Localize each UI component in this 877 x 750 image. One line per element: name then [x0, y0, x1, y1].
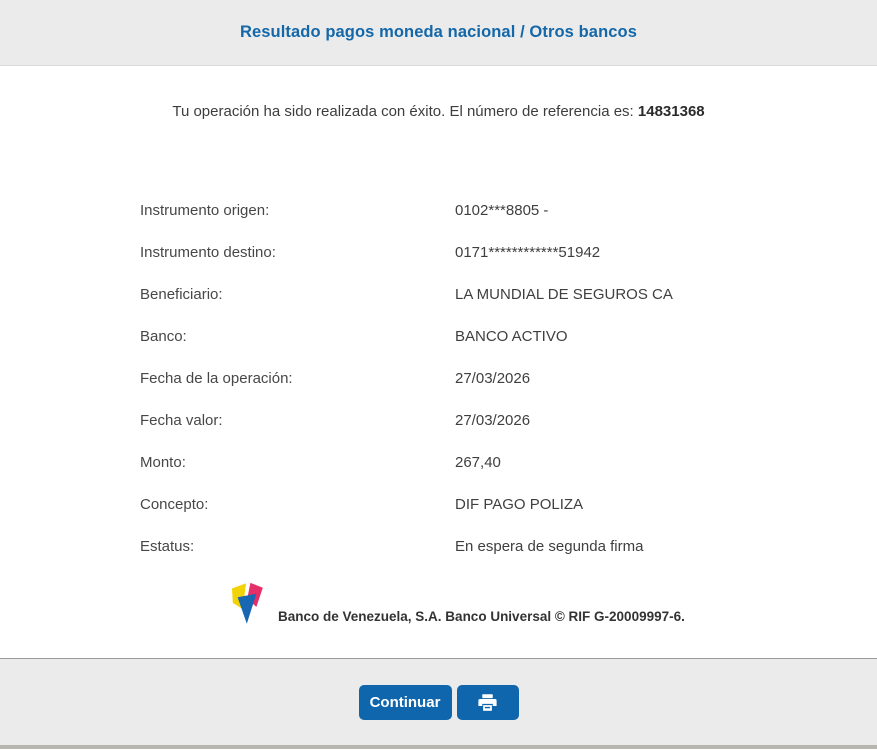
table-row: [140, 273, 740, 315]
table-row: [140, 189, 740, 231]
continue-button[interactable]: Continuar: [359, 685, 452, 720]
details-table: [140, 189, 740, 567]
page-title: Resultado pagos moneda nacional / Otros bancos: [239, 23, 637, 41]
detail-value: LA MUNDIAL DE SEGUROS CA: [455, 285, 673, 303]
detail-value: En espera de segunda firma: [455, 537, 644, 555]
detail-value: 27/03/2026: [455, 369, 531, 387]
detail-value: 27/03/2026: [455, 411, 531, 429]
detail-value: DIF PAGO POLIZA: [455, 495, 584, 513]
brand-footer: [228, 576, 877, 629]
success-message: [0, 66, 877, 120]
detail-label: Monto:: [140, 453, 186, 471]
table-row: [140, 441, 740, 483]
table-row: [140, 357, 740, 399]
bottom-divider: [0, 745, 877, 749]
detail-value: BANCO ACTIVO: [455, 327, 568, 345]
detail-value: 267,40: [455, 453, 501, 471]
printer-icon: [476, 692, 499, 713]
result-content: [0, 66, 877, 658]
print-button[interactable]: [457, 685, 519, 720]
table-row: [140, 525, 740, 567]
detail-label: Fecha valor:: [140, 411, 223, 429]
table-row: [140, 315, 740, 357]
detail-label: Instrumento origen:: [140, 201, 270, 219]
detail-label: Beneficiario:: [140, 285, 223, 303]
reference-number: 14831368: [637, 103, 705, 120]
detail-label: Estatus:: [140, 537, 195, 555]
detail-label: Banco:: [140, 327, 187, 345]
table-row: [140, 483, 740, 525]
page-header: [0, 0, 877, 66]
table-row: [140, 231, 740, 273]
success-message-text: Tu operación ha sido realizada con éxito. El número de referencia es:: [172, 103, 634, 120]
banco-de-venezuela-logo-icon: [228, 576, 268, 629]
detail-value: 0171************51942: [455, 243, 601, 261]
table-row: [140, 399, 740, 441]
detail-label: Instrumento destino:: [140, 243, 276, 261]
action-bar: [0, 658, 877, 745]
detail-label: Fecha de la operación:: [140, 369, 293, 387]
brand-legal-text: Banco de Venezuela, S.A. Banco Universal © RIF G-20009997-6.: [278, 609, 685, 624]
detail-value: 0102***8805 -: [455, 201, 549, 219]
detail-label: Concepto:: [140, 495, 209, 513]
